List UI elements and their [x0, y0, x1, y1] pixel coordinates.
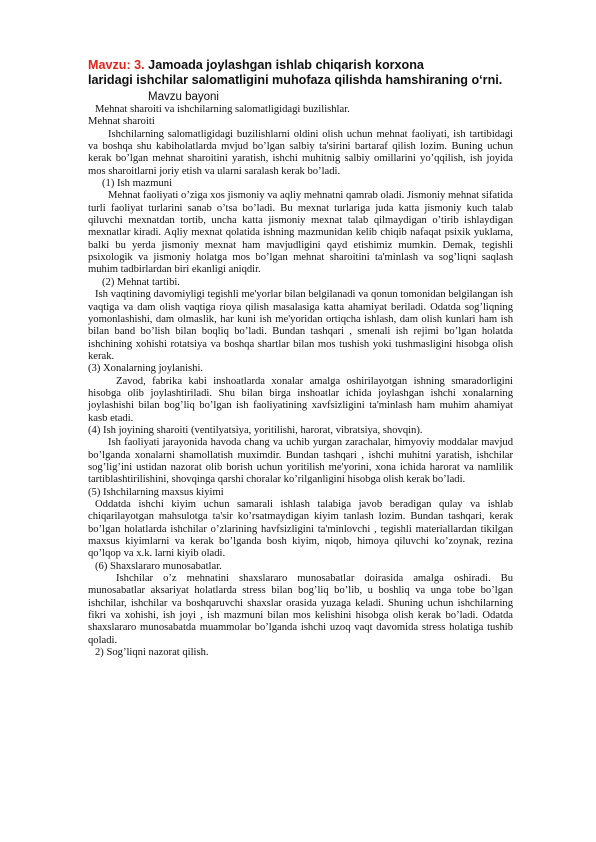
paragraph: 2) Sog’liqni nazorat qilish. [95, 647, 209, 659]
title-continuation: laridagi ishchilar salomatligini muhofaza qilishda hamshiraning o‘rni. [88, 73, 503, 87]
paragraph: Mehnat sharoiti va ishchilarning salomatligidagi buzilishlar. [95, 104, 350, 115]
document-title [88, 58, 513, 73]
plan-heading: Mavzu bayoni [148, 91, 219, 103]
paragraph: (6) Shaxslararo munosabatlar. [95, 560, 222, 572]
paragraph: Ishchilarning salomatligidagi buzilishlarni oldini olish uchun mehnat faoliyati, ish tartibidagi va boshqa shu kabiholatlarda mvjud bo’lgan salbiy ta'sirini bartaraf qilish lozim. Buning uchun kerak bo’lgan mehnat sharoitini yaratish, ishchi muhitnig salbiy omillarini yo’qqilish, ish joyida mos sharoitlarni joriy etish va ularni saralash kerak bo’ladi. [88, 128, 513, 177]
paragraph: Oddatda ishchi kiyim uchun samarali ishlash talabiga javob beradigan qulay va ishlab chiqarilayotgan mahsulotga ta'sir ko’rsatmaydigan kiyim tanlash lozim. Bundan tashqari, kerak bo’lgan holatlarda ishchilar o’zlarining havfsizligini ta'minlovchi , tegishli materiallardan tikilgan maxsus kiyimlarni va kerak bo’lganda bosh kiyim, niqob, himoya qiluvchi ko’zoynak, rezina qo’lqop va x.k. larni kiyib oladi. [88, 499, 513, 560]
paragraph: Mehnat sharoiti [88, 116, 155, 128]
paragraph: Mehnat faoliyati o’ziga xos jismoniy va aqliy mehnatni qamrab oladi. Jismoniy mehnat sifatida turli faoliyat turlarini sanab o’tsa bo’ladi. Bu mexnat turlariga juda katta jismoniy kuch talab qiluvchi mexnatdan tortib, uncha katta jismoniy mexnat talab qilmaydigan o’tirib ishlaydigan mexnatlar kiradi. Aqliy mexnat qolatida ishning mazmunidan kelib chiqib nafaqat psixik yuklama, balki bu yerda jismoniy mexnat ham mavjudligini qayd etishimiz mumkin. Demak, tegishli psixologik va jismoniy holatga mos bo’lgan mehnat sharoitini ta'minlash va sog’liqni saqlash muhim tadbirlardan biri ekanligi aniqdir. [88, 190, 513, 276]
title-text: Jamoada joylashgan ishlab chiqarish korxona [144, 58, 424, 72]
paragraph: (1) Ish mazmuni [102, 178, 173, 190]
paragraph: (3) Xonalarning joylanishi. [88, 363, 204, 375]
paragraph: Zavod, fabrika kabi inshoatlarda xonalar amalga oshirilayotgan ishning smaradorligini hisobga olib joylashtiriladi. Shu bilan birga inshoatlar ichida joylashgan ishchi xonalarning joylashishi bilan bog’liq bo’lgan ish faoliyatining xavfsizligini ta'minlash ham muhim ahamiyat kasb etadi. [88, 375, 513, 424]
paragraph: (4) Ish joyining sharoiti (ventilyatsiya, yoritilishi, harorat, vibratsiya, shovqin). [88, 424, 423, 436]
paragraph: Ish faoliyati jarayonida havoda chang va uchib yurgan zarachalar, himyoviy moddalar mavjud bo’lganda xonalarni shamollatish muximdir. Bundan tashqari , ishchi muhitni yaratish, ishchilar sog’lig’ini ustidan nazorat olib borish uchun yoritilish me'yorini, xona ichida harorat va namlilik tartiblashtirilishini, shovqinga qarshi choralar ko’rilganligini hisobga olish kerak bo’ladi. [88, 437, 513, 486]
paragraph: (2) Mehnat tartibi. [102, 276, 180, 288]
topic-label: Mavzu: 3. [88, 58, 145, 72]
paragraph: Ish vaqtining davomiyligi tegishli me'yorlar bilan belgilanadi va qonun tomonidan belgilangan ish vaqtiga va dam olish vaqtiga rioya qilish masalasiga katta ahamiyat beriladi. Odatda sog’liqning yomonlashishi, dam olmaslik, har kuni ish me'yoridan ortiqcha ishlash, dam olish kunlari ham ish bilan band bo’lish bilan boqliq bo’ladi. Bundan tashqari , smenali ish rejimi bo’lgan holatda ishchining xohishi rotatsiya va boshqa shartlar bilan mos tushish yoki tushmasligini hisobga olish kerak. [88, 289, 513, 362]
paragraph: Ishchilar o’z mehnatini shaxslararo munosabatlar doirasida amalga oshiradi. Bu munosabatlar aksariyat holatlarda stress bilan bog’liq bo’lib, u boshliq va unga tobe bo’lgan ishchilar, ishchilar va boshqaruvchi shaxslar orasida yuzaga keladi. Shuning uchun ishchilarning fikri va xohishi, ish joyi , ish mazmuni bilan mos kelishini hisobga olish kerak bo’ladi. Odatda shaxslararo munosabatda muammolar bo’lganda ishchi uzoq vaqt davomida stress holatiga tushib qoladi. [88, 573, 513, 646]
document-page [88, 58, 513, 659]
paragraph: (5) Ishchilarning maxsus kiyimi [88, 486, 224, 498]
document-body [88, 104, 513, 659]
